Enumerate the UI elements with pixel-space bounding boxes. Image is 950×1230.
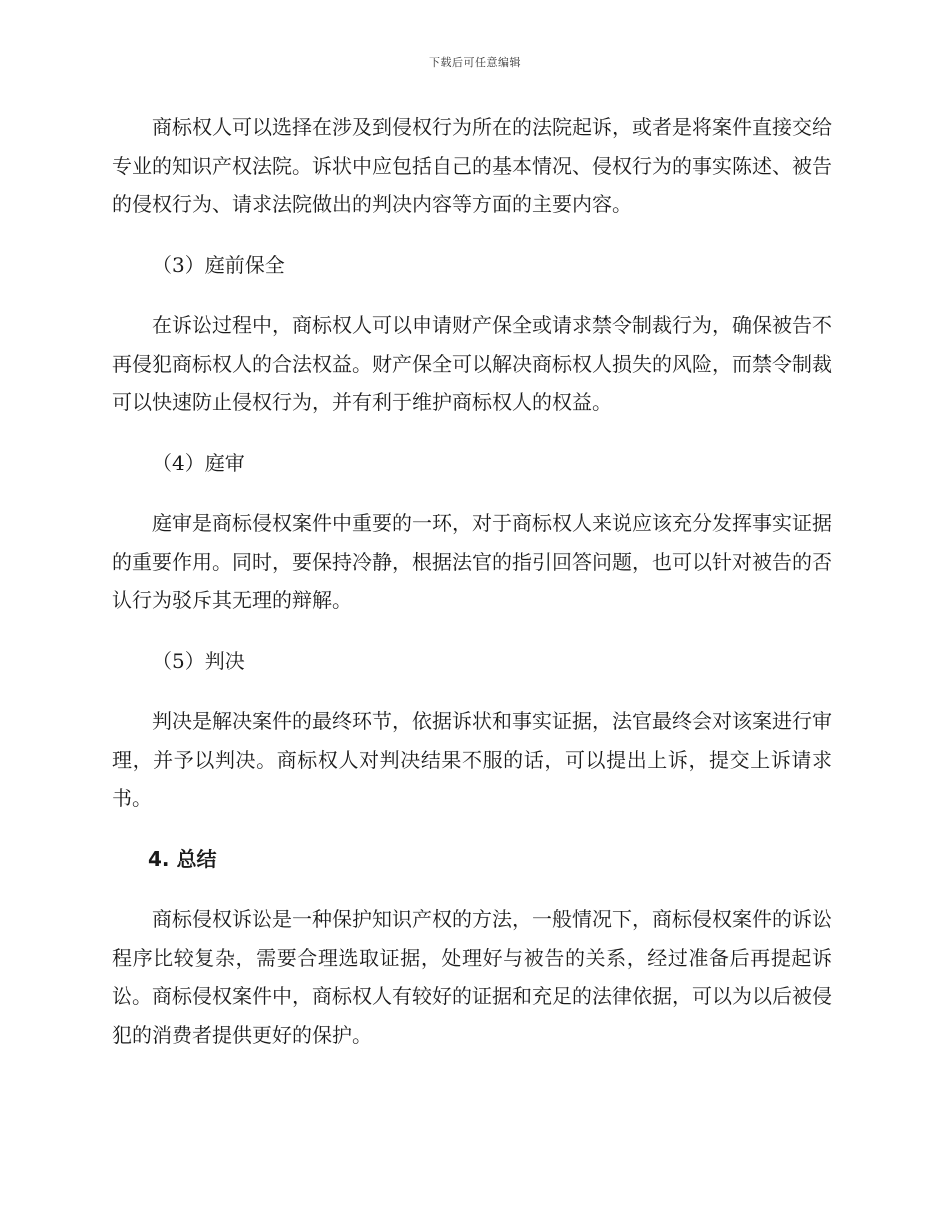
section-title-summary: 4. 总结 (148, 846, 217, 871)
subheading-trial: （4）庭审 (152, 450, 245, 475)
page-header: 下载后可任意编辑 (429, 56, 521, 69)
paragraph-filing: 商标权人可以选择在涉及到侵权行为所在的法院起诉，或者是将案件直接交给专业的知识产权法院。诉状中应包括自己的基本情况、侵权行为的事实陈述、被告的侵权行为、请求法院做出的判决内容等方面的主要内容。 (112, 115, 832, 216)
paragraph-pretrial-preservation: 在诉讼过程中，商标权人可以申请财产保全或请求禁令制裁行为，确保被告不再侵犯商标权人的合法权益。财产保全可以解决商标权人损失的风险，而禁令制裁可以快速防止侵权行为，并有利于维护商标权人的权益。 (112, 313, 832, 414)
subheading-pretrial-preservation: （3）庭前保全 (152, 252, 285, 277)
paragraph-judgment: 判决是解决案件的最终环节，依据诉状和事实证据，法官最终会对该案进行审理，并予以判决。商标权人对判决结果不服的话，可以提出上诉，提交上诉请求书。 (112, 709, 832, 810)
document-body (112, 108, 832, 1076)
paragraph-trial: 庭审是商标侵权案件中重要的一环，对于商标权人来说应该充分发挥事实证据的重要作用。同时，要保持冷静，根据法官的指引回答问题，也可以针对被告的否认行为驳斥其无理的辩解。 (112, 511, 832, 612)
paragraph-summary: 商标侵权诉讼是一种保护知识产权的方法，一般情况下，商标侵权案件的诉讼程序比较复杂，需要合理选取证据，处理好与被告的关系，经过准备后再提起诉讼。商标侵权案件中，商标权人有较好的证据和充足的法律依据，可以为以后被侵犯的消费者提供更好的保护。 (112, 907, 832, 1047)
subheading-judgment: （5）判决 (152, 648, 245, 673)
